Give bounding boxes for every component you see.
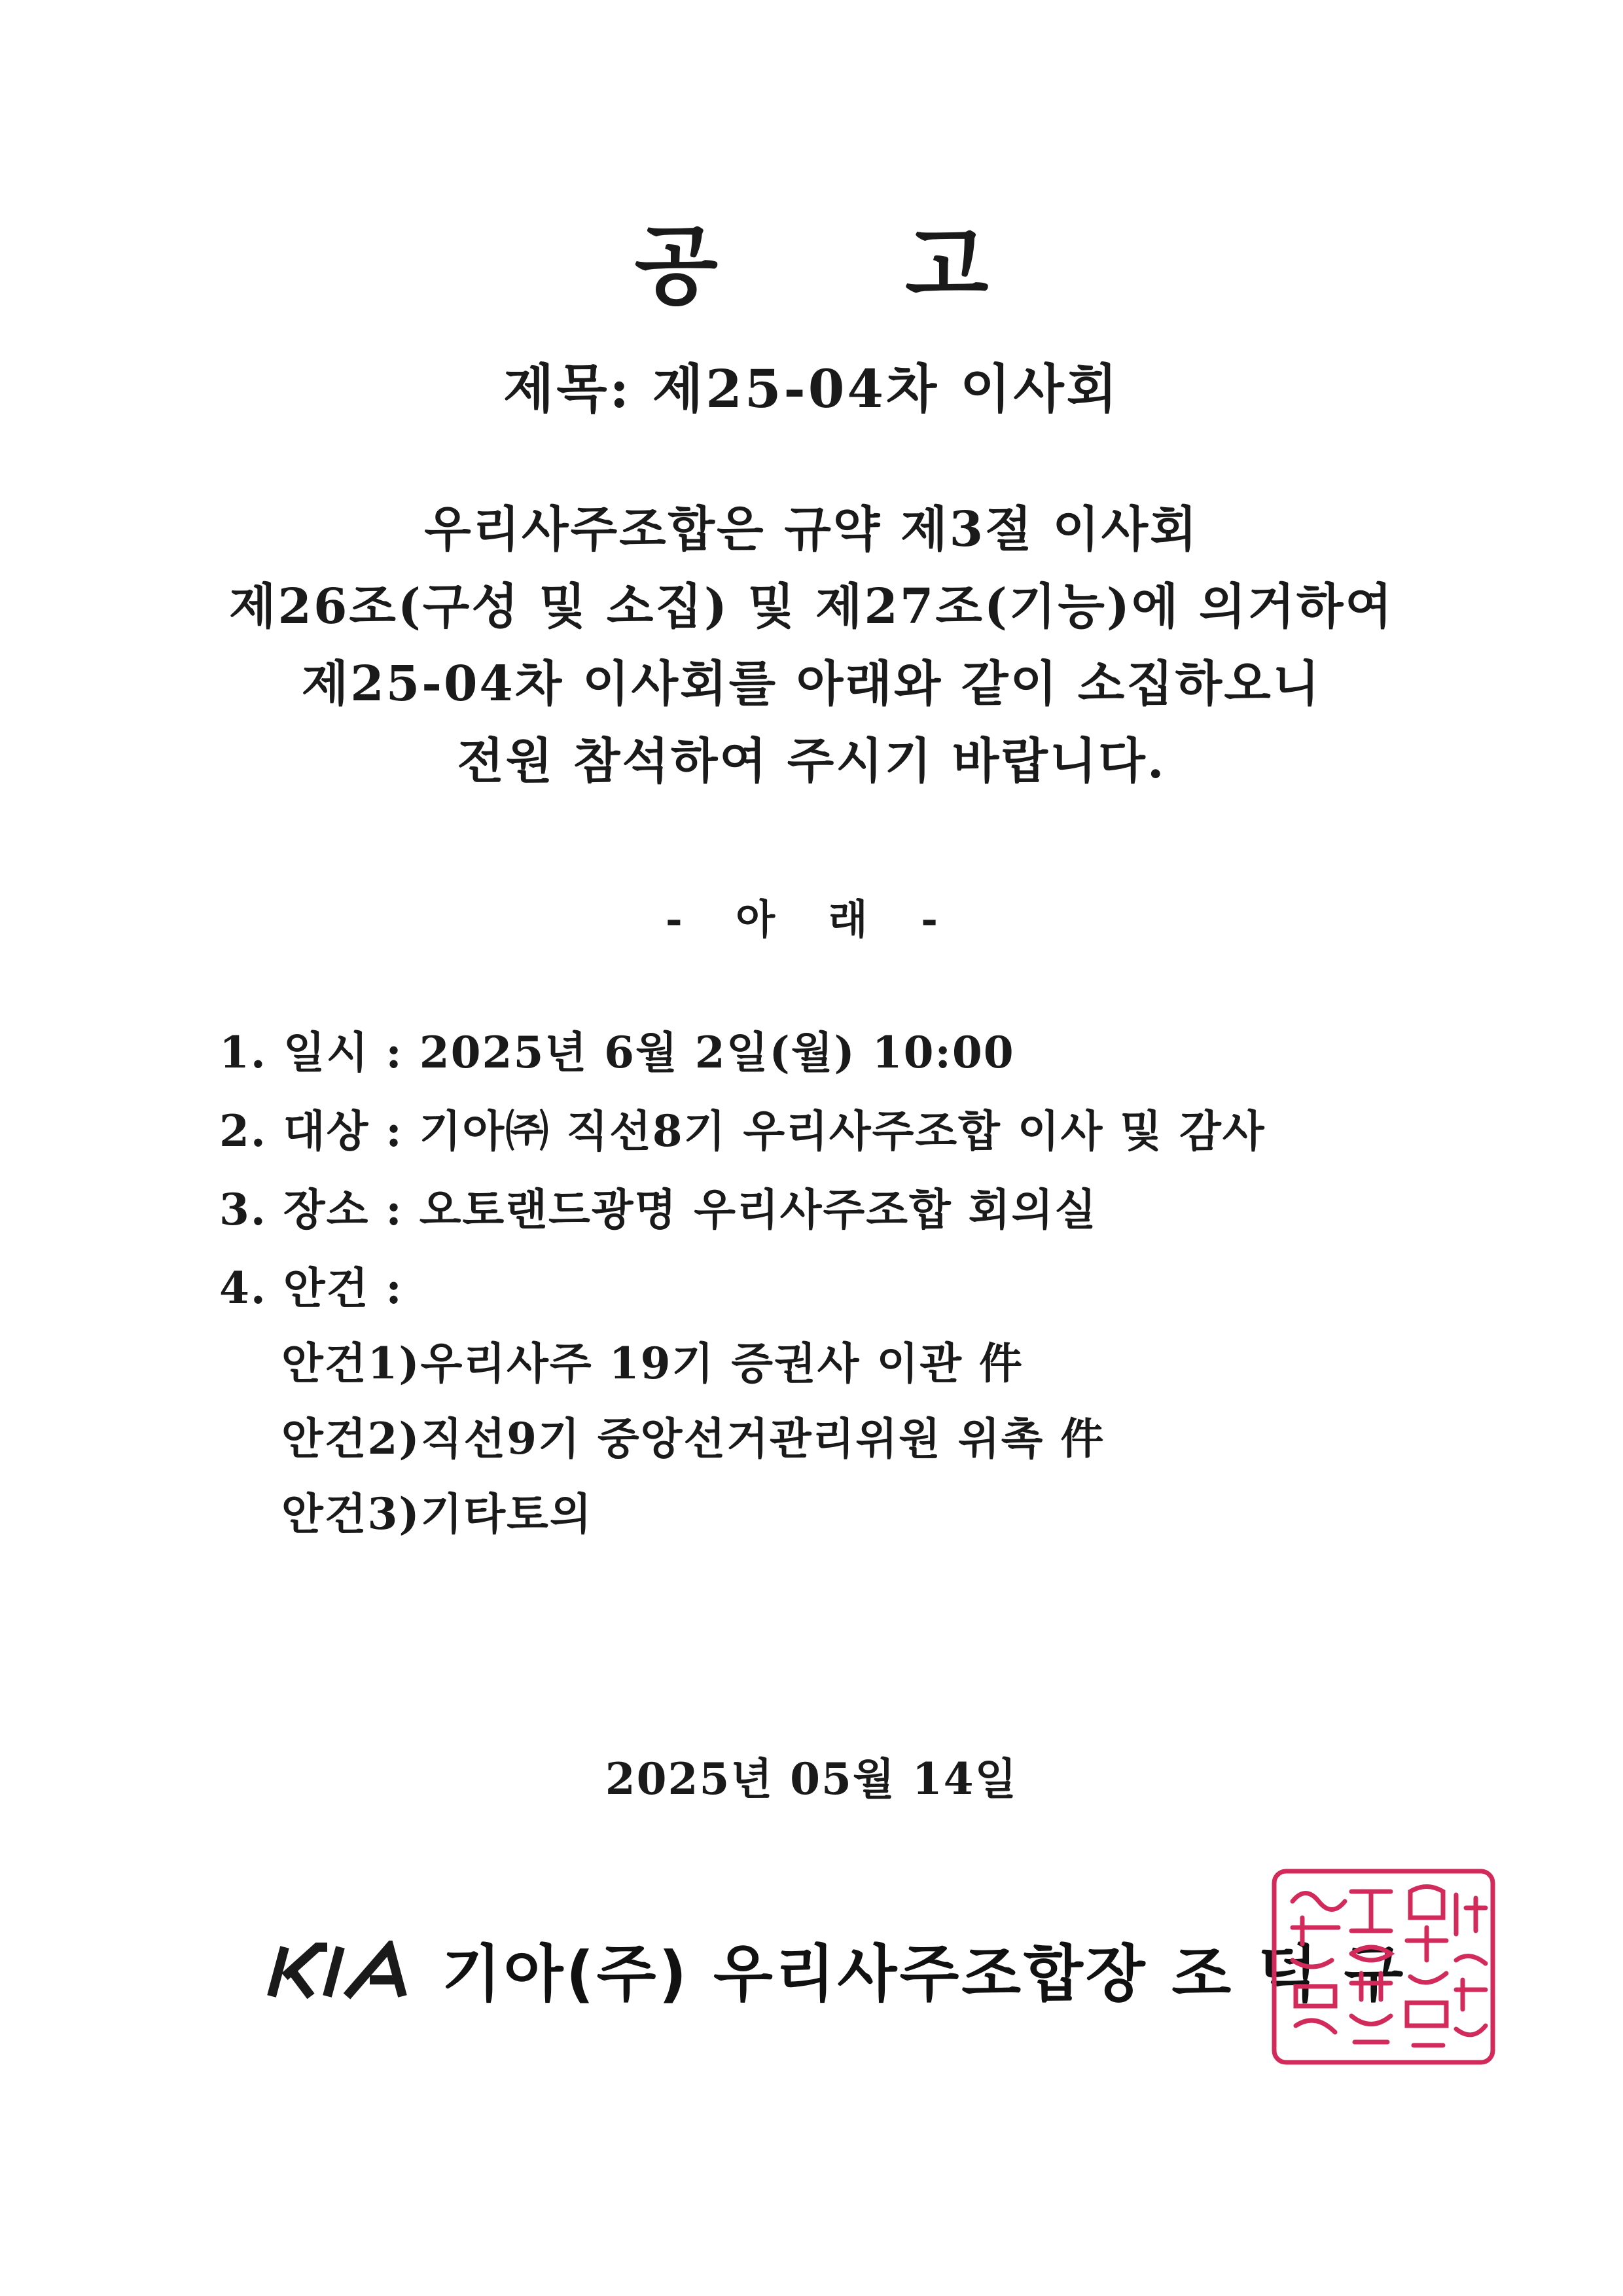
signer-name: 기아(주) 우리사주조합장 조 덕 구 bbox=[442, 1939, 1406, 2010]
item-agenda-heading: 4. 안건 : bbox=[219, 1263, 403, 1314]
issue-date: 2025년 05월 14일 bbox=[605, 1753, 1018, 1804]
notice-title: 공 고 bbox=[634, 215, 1067, 317]
item-target: 2. 대상 : 기아㈜ 직선8기 우리사주조합 이사 및 감사 bbox=[219, 1105, 1266, 1157]
body-line: 전원 참석하여 주시기 바랍니다. bbox=[457, 733, 1166, 789]
body-line: 우리사주조합은 규약 제3절 이사회 bbox=[424, 501, 1199, 558]
body-line: 제26조(구성 및 소집) 및 제27조(기능)에 의거하여 bbox=[228, 579, 1395, 635]
item-datetime: 1. 일시 : 2025년 6월 2일(월) 10:00 bbox=[219, 1027, 1015, 1078]
notice-subject: 제목: 제25-04차 이사회 bbox=[503, 358, 1120, 420]
kia-logo bbox=[265, 1941, 429, 2000]
agenda-item: 안건3)기타토의 bbox=[281, 1488, 593, 1539]
below-label: - 아 래 - bbox=[665, 895, 957, 943]
item-location: 3. 장소 : 오토랜드광명 우리사주조합 회의실 bbox=[219, 1184, 1098, 1235]
agenda-item: 안건2)직선9기 중앙선거관리위원 위촉 件 bbox=[281, 1413, 1105, 1464]
official-seal bbox=[1266, 1862, 1502, 2072]
agenda-item: 안건1)우리사주 19기 증권사 이관 件 bbox=[281, 1338, 1024, 1389]
body-line: 제25-04차 이사회를 아래와 같이 소집하오니 bbox=[301, 656, 1322, 712]
